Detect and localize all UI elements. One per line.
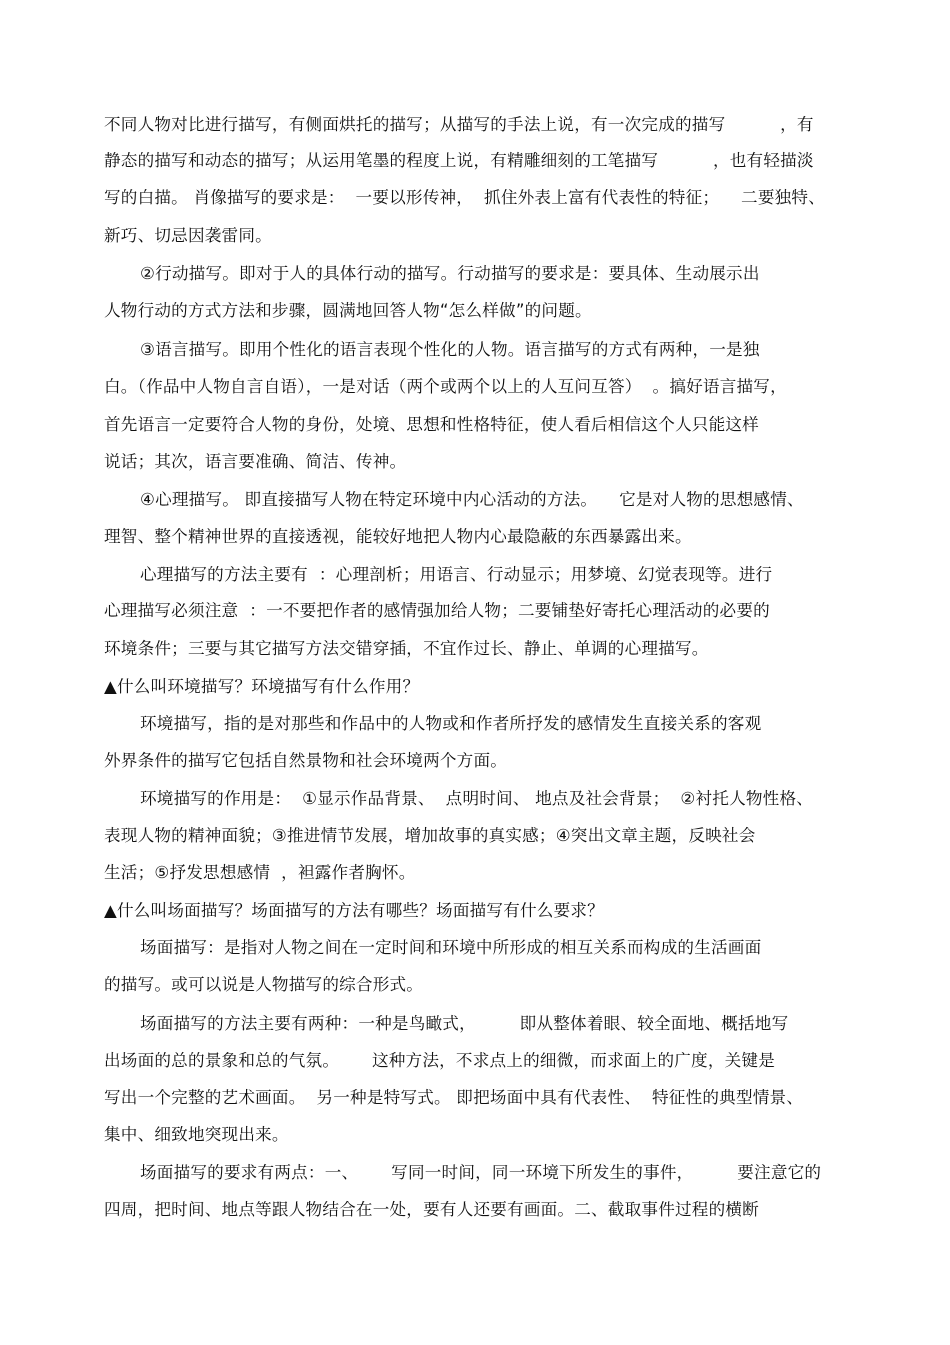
text-line: 静态的描写和动态的描写；从运用笔墨的程度上说，有精雕细刻的工笔描写 ，也有轻描淡 — [104, 151, 814, 170]
text-line: 新巧、切忌因袭雷同。 — [104, 226, 272, 245]
text-line: 人物行动的方式方法和步骤，圆满地回答人物“怎么样做”的问题。 — [104, 301, 592, 320]
text-line: 外界条件的描写它包括自然景物和社会环境两个方面。 — [104, 751, 508, 770]
text-line: 不同人物对比进行描写，有侧面烘托的描写；从描写的手法上说，有一次完成的描写 ，有 — [104, 115, 814, 134]
paragraph-first-line: ②行动描写。即对于人的具体行动的描写。行动描写的要求是：要具体、生动展示出 — [140, 264, 760, 283]
paragraph-first-line: 场面描写的要求有两点：一、 写同一时间，同一环境下所发生的事件， 要注意它的 — [140, 1163, 822, 1182]
text-line: 环境条件；三要与其它描写方法交错穿插，不宜作过长、静止、单调的心理描写。 — [104, 639, 709, 658]
text-line: 写出一个完整的艺术画面。 另一种是特写式。 即把场面中具有代表性、 特征性的典型情景、 — [104, 1088, 804, 1107]
text-line: 白。（作品中人物自言自语），一是对话（两个或两个以上的人互问互答） 。搞好语言描写， — [104, 377, 787, 396]
paragraph-first-line: ④心理描写。 即直接描写人物在特定环境中内心活动的方法。 它是对人物的思想感情、 — [140, 490, 804, 509]
paragraph-first-line: 场面描写：是指对人物之间在一定时间和环境中所形成的相互关系而构成的生活画面 — [140, 938, 762, 957]
text-line: 的描写。或可以说是人物描写的综合形式。 — [104, 975, 424, 994]
section-heading: ▲什么叫场面描写？场面描写的方法有哪些？场面描写有什么要求？ — [104, 901, 604, 920]
paragraph-first-line: 场面描写的方法主要有两种：一种是鸟瞰式， 即从整体着眼、较全面地、概括地写 — [140, 1014, 789, 1033]
paragraph-first-line: ③语言描写。即用个性化的语言表现个性化的人物。语言描写的方式有两种，一是独 — [140, 340, 760, 359]
text-line: 理智、整个精神世界的直接透视，能较好地把人物内心最隐蔽的东西暴露出来。 — [104, 527, 692, 546]
text-line: 说话；其次，语言要准确、简洁、传神。 — [104, 452, 407, 471]
paragraph-first-line: 环境描写的作用是： ①显示作品背景、 点明时间、 地点及社会背景； ②衬托人物性格、 — [140, 789, 814, 808]
text-line: 生活；⑤抒发思想感情 ，袒露作者胸怀。 — [104, 863, 416, 882]
paragraph-first-line: 环境描写，指的是对那些和作品中的人物或和作者所抒发的感情发生直接关系的客观 — [140, 714, 762, 733]
text-line: 表现人物的精神面貌；③推进情节发展，增加故事的真实感；④突出文章主题，反映社会 — [104, 826, 756, 845]
text-line: 写的白描。 肖像描写的要求是： 一要以形传神， 抓住外表上富有代表性的特征； 二要独特、 — [104, 188, 826, 207]
text-line: 心理描写必须注意 ：一不要把作者的感情强加给人物；二要铺垫好寄托心理活动的必要的 — [104, 601, 770, 620]
section-heading: ▲什么叫环境描写？环境描写有什么作用？ — [104, 677, 420, 696]
text-line: 出场面的总的景象和总的气氛。 这种方法，不求点上的细微，而求面上的广度，关键是 — [104, 1051, 776, 1070]
text-line: 集中、细致地突现出来。 — [104, 1125, 289, 1144]
paragraph-first-line: 心理描写的方法主要有 ：心理剖析；用语言、行动显示；用梦境、幻觉表现等。进行 — [140, 565, 773, 584]
text-line: 首先语言一定要符合人物的身份，处境、思想和性格特征，使人看后相信这个人只能这样 — [104, 415, 759, 434]
text-line: 四周，把时间、地点等跟人物结合在一处，要有人还要有画面。二、截取事件过程的横断 — [104, 1200, 759, 1219]
